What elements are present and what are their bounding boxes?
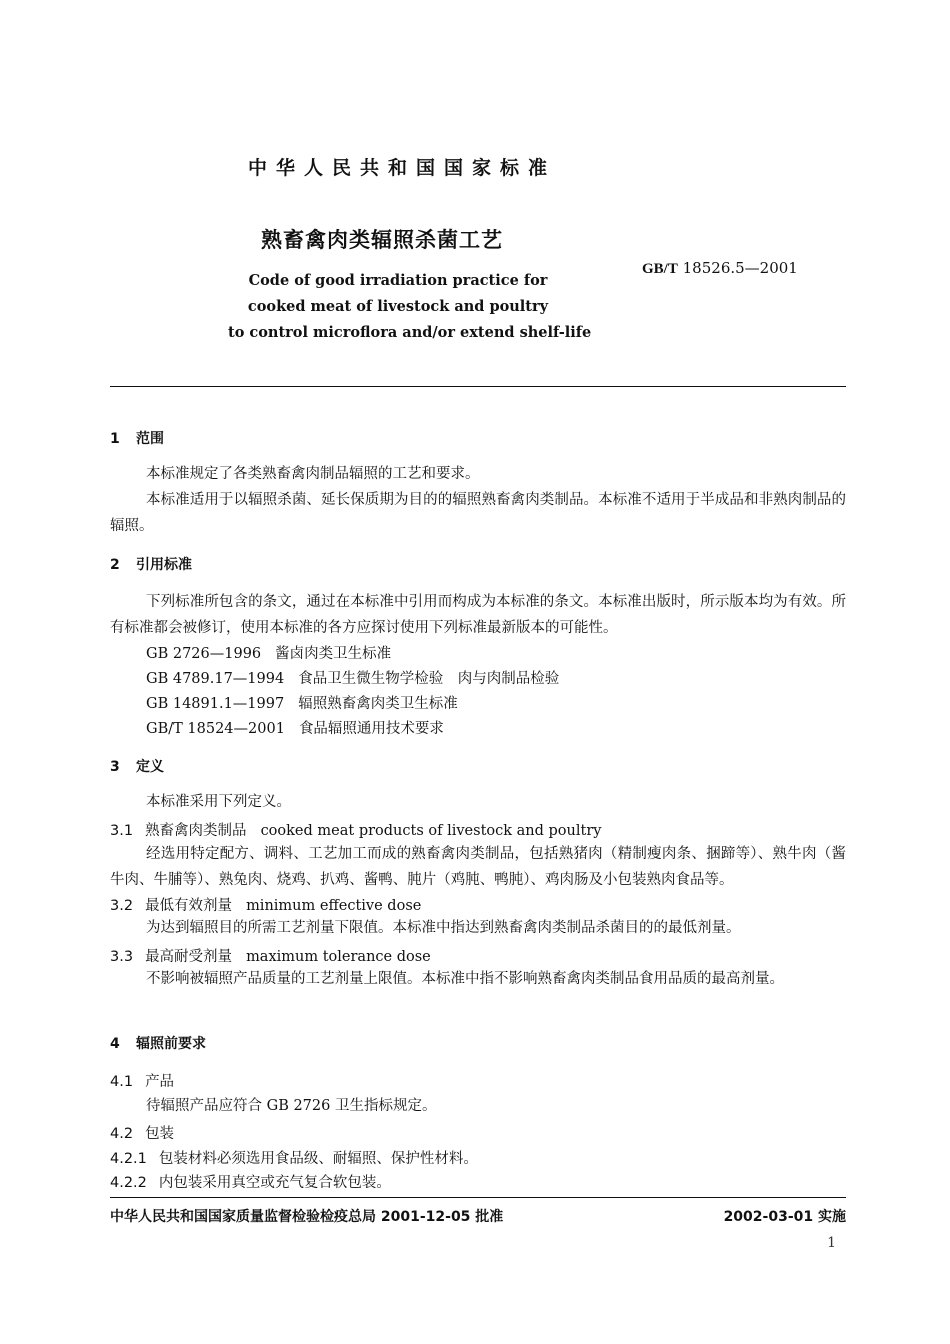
clause-4-2-1	[110, 1147, 478, 1168]
national-standard-label: 中华人民共和国国家标准	[248, 157, 557, 179]
section-4-heading	[110, 1033, 206, 1053]
issuer-approval: 中华人民共和国国家质量监督检验检疫总局 2001-12-05 批准	[110, 1209, 504, 1225]
clause-label: 包装	[145, 1126, 175, 1142]
reference-name: 食品卫生微生物学检验 肉与肉制品检验	[298, 671, 560, 687]
document-title-en	[228, 268, 592, 346]
definition-3-3-text: 不影响被辐照产品质量的工艺剂量上限值。本标准中指不影响熟畜禽肉类制品食用品质的最高剂量。	[146, 971, 784, 987]
title-en-line-2: cooked meat of livestock and poultry	[247, 298, 549, 315]
document-title-cn: 熟畜禽肉类辐照杀菌工艺	[261, 228, 503, 252]
clause-number: 4.2	[110, 1126, 134, 1142]
term-en: minimum effective dose	[246, 898, 422, 914]
section-1-para-2: 本标准适用于以辐照杀菌、延长保质期为目的的辐照熟畜禽肉类制品。本标准不适用于半成品和非熟肉制品的辐照。	[110, 492, 846, 534]
definition-3-2-heading	[110, 894, 421, 915]
standard-prefix: GB/T	[642, 261, 678, 277]
reference-item	[146, 667, 559, 688]
section-number: 3	[110, 759, 120, 775]
clause-number: 4.2.1	[110, 1151, 147, 1167]
clause-number: 4.1	[110, 1074, 134, 1090]
clause-text: 内包装采用真空或充气复合软包装。	[158, 1175, 391, 1191]
clause-text: 包装材料必须选用食品级、耐辐照、保护性材料。	[158, 1151, 478, 1167]
clause-number: 3.2	[110, 898, 134, 914]
section-2-para-1: 下列标准所包含的条文，通过在本标准中引用而构成为本标准的条文。本标准出版时，所示版本均为有效。所有标准都会被修订，使用本标准的各方应探讨使用下列标准最新版本的可能性。	[110, 594, 846, 636]
reference-code: GB 4789.17—1994	[146, 671, 285, 687]
standard-code: 18526.5—2001	[682, 259, 798, 277]
term-en: maximum tolerance dose	[246, 949, 431, 965]
reference-item	[146, 642, 391, 663]
section-number: 1	[110, 431, 120, 447]
footer-divider	[110, 1197, 846, 1198]
term-cn: 熟畜禽肉类制品	[145, 823, 247, 839]
clause-number: 3.1	[110, 823, 134, 839]
reference-item	[146, 692, 458, 713]
section-number: 4	[110, 1036, 120, 1052]
definition-3-1-text: 经选用特定配方、调料、工艺加工而成的熟畜禽肉类制品，包括熟猪肉（精制瘦肉条、捆蹄等）、熟牛肉（酱牛肉、牛脯等）、熟兔肉、烧鸡、扒鸡、酱鸭、肫片（鸡肫、鸭肫）、鸡肉肠及小包装熟肉食品等。	[110, 846, 846, 888]
reference-name: 食品辐照通用技术要求	[298, 721, 444, 737]
section-3-heading	[110, 756, 164, 776]
clause-4-2-heading	[110, 1122, 174, 1143]
title-en-line-3: to control microflora and/or extend shelf-life	[228, 324, 592, 341]
reference-name: 辐照熟畜禽肉类卫生标准	[298, 696, 458, 712]
section-2-heading	[110, 554, 192, 574]
reference-name: 酱卤肉类卫生标准	[275, 646, 392, 662]
clause-label: 产品	[145, 1074, 175, 1090]
page-number: 1	[827, 1235, 836, 1251]
definition-3-3-heading	[110, 945, 431, 966]
clause-number: 3.3	[110, 949, 134, 965]
section-title: 辐照前要求	[136, 1036, 206, 1052]
section-title: 定义	[136, 759, 164, 775]
section-title: 引用标准	[136, 557, 192, 573]
reference-code: GB 2726—1996	[146, 646, 262, 662]
clause-4-2-2	[110, 1171, 391, 1192]
header-divider	[110, 386, 846, 387]
section-number: 2	[110, 557, 120, 573]
section-1-para-1: 本标准规定了各类熟畜禽肉制品辐照的工艺和要求。	[146, 466, 480, 482]
term-en: cooked meat products of livestock and poultry	[260, 823, 602, 839]
reference-item	[146, 717, 444, 738]
clause-4-1-heading	[110, 1070, 174, 1091]
reference-code: GB 14891.1—1997	[146, 696, 285, 712]
term-cn: 最低有效剂量	[145, 898, 233, 914]
clause-number: 4.2.2	[110, 1175, 147, 1191]
standard-number	[642, 259, 798, 278]
term-cn: 最高耐受剂量	[145, 949, 233, 965]
section-3-para-1: 本标准采用下列定义。	[146, 794, 291, 810]
section-title: 范围	[136, 431, 164, 447]
effective-date: 2002-03-01 实施	[723, 1209, 846, 1225]
title-en-line-1: Code of good irradiation practice for	[248, 272, 548, 289]
definition-3-1-heading	[110, 819, 601, 840]
reference-code: GB/T 18524—2001	[146, 721, 285, 737]
clause-4-1-text: 待辐照产品应符合 GB 2726 卫生指标规定。	[146, 1098, 437, 1114]
section-1-heading	[110, 428, 164, 448]
definition-3-2-text: 为达到辐照目的所需工艺剂量下限值。本标准中指达到熟畜禽肉类制品杀菌目的的最低剂量。	[146, 920, 741, 936]
